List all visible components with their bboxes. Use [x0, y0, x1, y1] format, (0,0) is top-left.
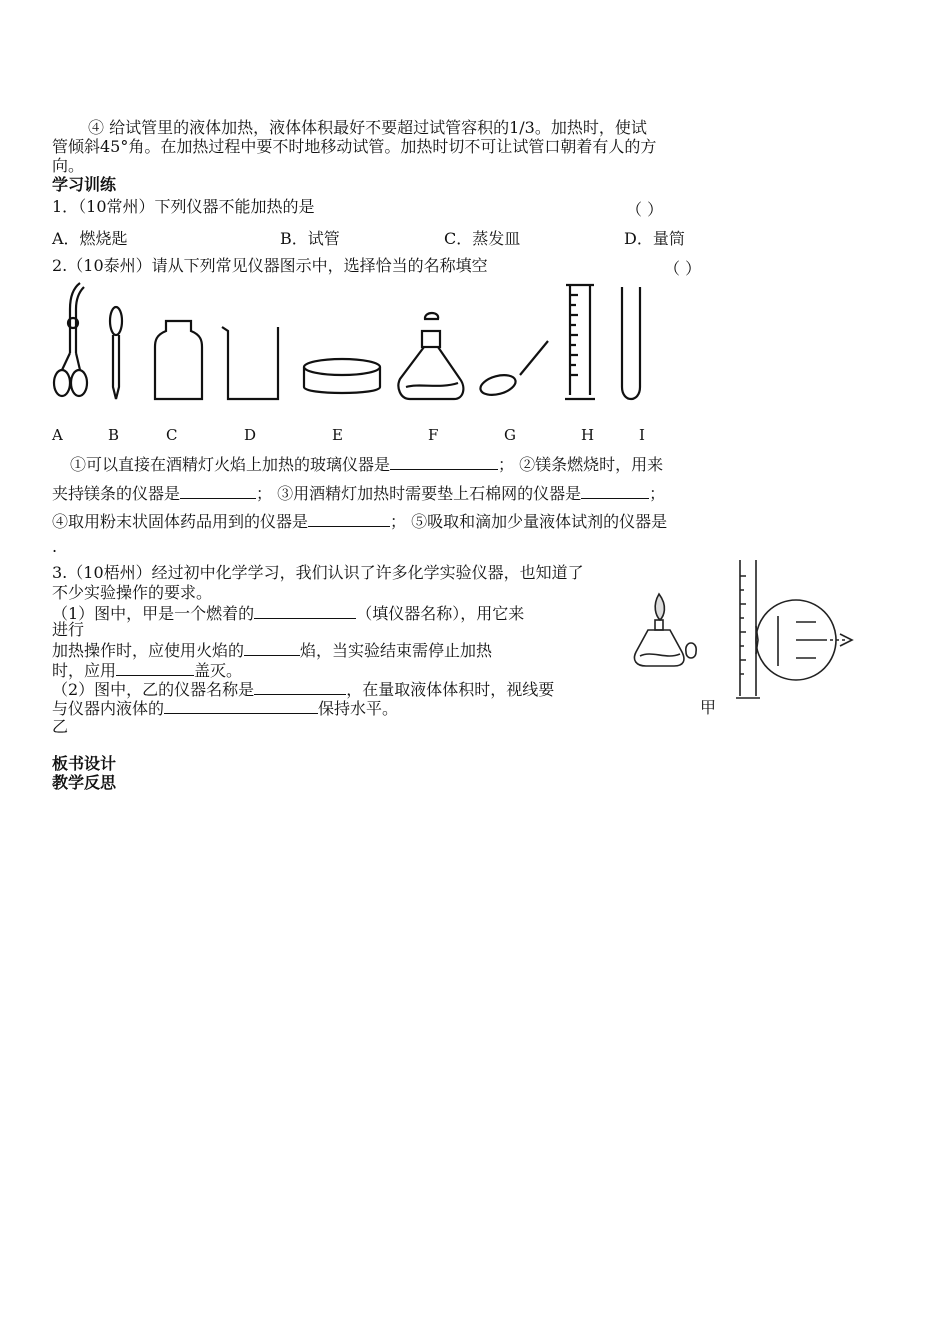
q2-answer-blank-3[interactable] — [581, 483, 649, 499]
q3-figure-label-yi: 乙 — [52, 717, 69, 736]
q3-part2-text-b: ，在量取液体体积时，视线要 — [346, 680, 555, 699]
q1-option-b: B．试管 — [280, 229, 340, 248]
section-heading-board: 板书设计 — [52, 754, 117, 773]
evaporating-dish-drawing — [304, 359, 380, 393]
intro-line-3: 向。 — [52, 156, 85, 175]
intro-line-2: 管倾斜45°角。在加热过程中要不时地移动试管。加热时切不可让试管口朝着有人的方 — [52, 137, 657, 156]
graduated-cylinder-drawing — [565, 285, 595, 399]
q3-extinguish-text-b: 盖灭。 — [194, 661, 243, 680]
instrument-label-c: C — [166, 426, 178, 444]
combustion-spoon-drawing — [478, 341, 548, 398]
q3-part1-line — [52, 603, 524, 624]
q3-part2-text: （2）图中，乙的仪器名称是 — [52, 680, 255, 699]
q3-part2-line — [52, 679, 554, 700]
instrument-label-g: G — [504, 426, 516, 444]
burning-alcohol-lamp-drawing — [634, 594, 696, 666]
q2-semicolon: ； — [649, 484, 666, 503]
q2-blank-line-2 — [52, 483, 665, 504]
instrument-label-e: E — [332, 426, 343, 444]
q2-answer-blank-5-dot: . — [52, 537, 58, 556]
alcohol-lamp-drawing — [398, 313, 463, 399]
q3-figure — [626, 556, 866, 716]
q1-option-a: A．燃烧匙 — [52, 229, 128, 248]
section-heading-reflection: 教学反思 — [52, 773, 117, 792]
q2-answer-blank-1[interactable] — [390, 454, 498, 470]
q3-line-2: 不少实验操作的要求。 — [52, 583, 213, 602]
q3-part1-cont: 进行 — [52, 620, 85, 639]
q3-answer-blank-1[interactable] — [254, 603, 356, 619]
instrument-figure-row — [0, 275, 950, 415]
q3-level-text-b: 保持水平。 — [318, 699, 399, 718]
q1-stem: 1．（10常州）下列仪器不能加热的是 — [52, 197, 315, 216]
q2-answer-paren: （ ） — [664, 259, 702, 278]
q1-option-d: D．量筒 — [624, 229, 685, 248]
q3-answer-blank-5[interactable] — [164, 698, 318, 714]
q1-option-c: C．蒸发皿 — [444, 229, 521, 248]
instrument-label-a: A — [52, 426, 63, 444]
instrument-label-h: H — [581, 426, 595, 444]
q2-item-4-text: ④取用粉末状固体药品用到的仪器是 — [52, 512, 309, 531]
crucible-tongs-drawing — [54, 283, 87, 396]
beaker-drawing — [222, 327, 278, 399]
q3-flame-text: 加热操作时，应使用火焰的 — [52, 641, 245, 660]
q2-item-2-cont: 夹持镁条的仪器是 — [52, 484, 181, 503]
q2-item-5-text: ； ⑤吸取和滴加少量液体试剂的仪器是 — [390, 512, 668, 531]
q2-stem: 2.（10泰州）请从下列常见仪器图示中，选择恰当的名称填空 — [52, 256, 488, 275]
q2-blank-line-3 — [52, 511, 667, 532]
q2-item-1-text: ①可以直接在酒精灯火焰上加热的玻璃仪器是 — [70, 455, 391, 474]
q2-answer-blank-4[interactable] — [308, 511, 390, 527]
instrument-label-b: B — [108, 426, 120, 444]
q3-answer-blank-4[interactable] — [254, 679, 346, 695]
q2-item-3-text: ； ③用酒精灯加热时需要垫上石棉网的仪器是 — [256, 484, 582, 503]
q3-answer-blank-3[interactable] — [116, 660, 194, 676]
q2-answer-blank-2[interactable] — [180, 483, 256, 499]
q3-part1-line-3 — [52, 660, 242, 681]
q3-extinguish-text: 时，应用 — [52, 661, 117, 680]
q3-part2-line-2 — [52, 698, 398, 719]
q3-part1-line-2 — [52, 640, 492, 661]
q3-line-1: 3.（10梧州）经过初中化学学习，我们认识了许多化学实验仪器，也知道了 — [52, 563, 584, 582]
q3-figure-label-jia: 甲 — [700, 698, 717, 717]
section-heading-training: 学习训练 — [52, 175, 117, 194]
q3-answer-blank-2[interactable] — [244, 640, 300, 656]
q1-answer-paren: （ ） — [626, 200, 664, 219]
q2-blank-line-1 — [70, 454, 663, 475]
q3-part1-text-b: （填仪器名称），用它来 — [356, 604, 525, 623]
q3-flame-text-b: 焰，当实验结束需停止加热 — [300, 641, 493, 660]
reagent-bottle-drawing — [155, 321, 202, 399]
q3-level-text: 与仪器内液体的 — [52, 699, 165, 718]
intro-line-1: ④ 给试管里的液体加热，液体体积最好不要超过试管容积的1/3。加热时，使试 — [88, 118, 647, 137]
q2-item-2-text: ； ②镁条燃烧时，用来 — [498, 455, 664, 474]
dropper-drawing — [110, 307, 122, 399]
instrument-label-d: D — [244, 426, 257, 444]
instrument-label-i: I — [639, 426, 645, 444]
q3-part1-text: （1）图中，甲是一个燃着的 — [52, 604, 255, 623]
magnifier-detail-drawing — [756, 600, 852, 680]
instrument-label-f: F — [428, 426, 439, 444]
test-tube-drawing — [622, 287, 640, 399]
